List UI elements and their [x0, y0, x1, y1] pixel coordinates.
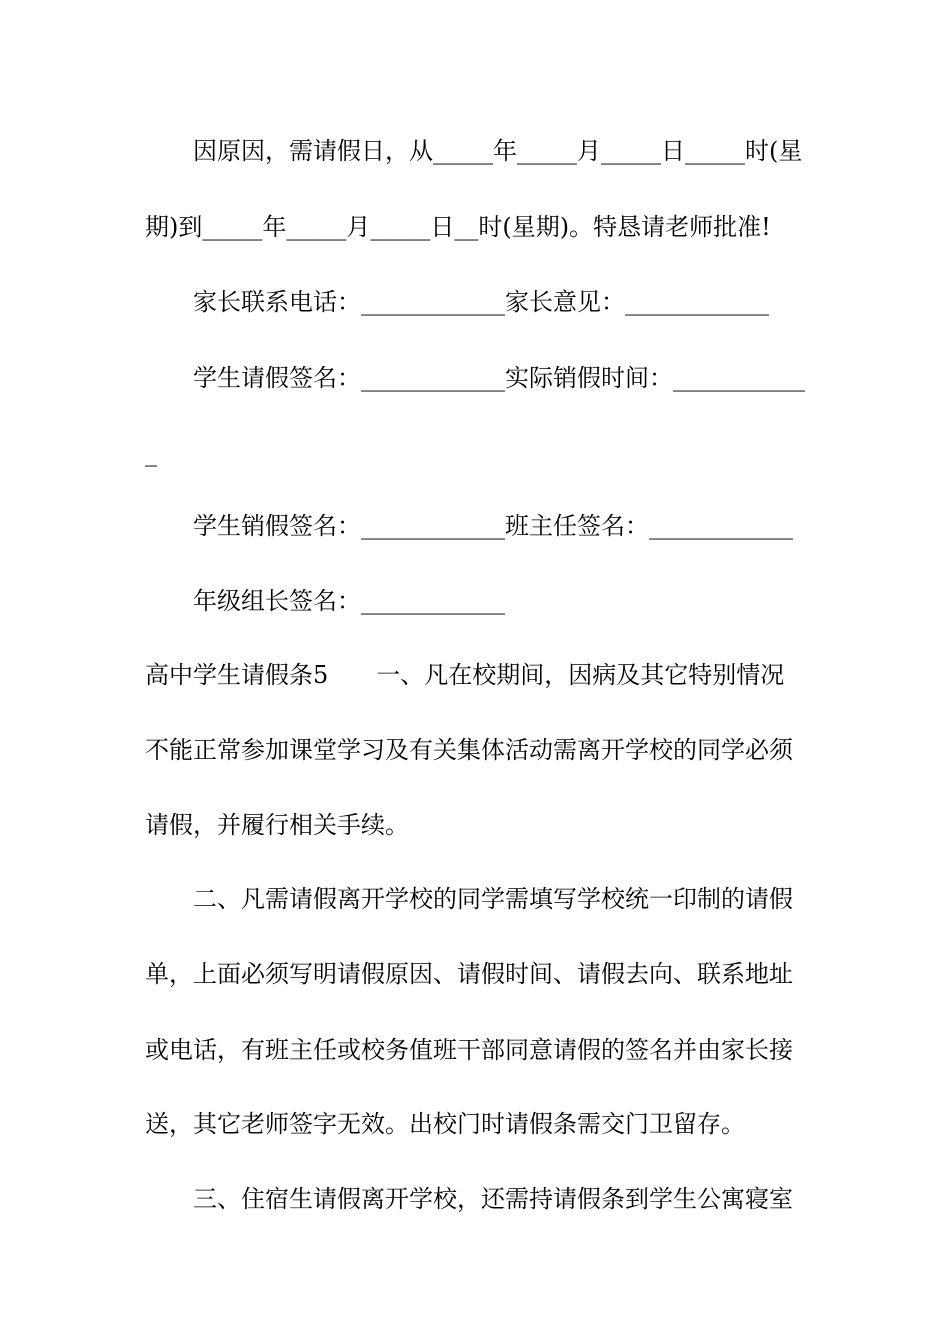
text-line: 学生请假签名：____________实际销假时间：___________ — [193, 364, 805, 392]
text-line: 年级组长签名：____________ — [193, 587, 505, 615]
text-line: 单，上面必须写明请假原因、请假时间、请假去向、联系地址 — [145, 960, 793, 988]
text-line: 因原因，需请假日，从_____年_____月_____日_____时(星 — [193, 137, 803, 165]
text-line: 送，其它老师签字无效。出校门时请假条需交门卫留存。 — [145, 1110, 745, 1138]
text-line: 学生销假签名：____________班主任签名：____________ — [193, 512, 793, 540]
text-line: 家长联系电话：____________家长意见：____________ — [193, 288, 769, 316]
text-line: 二、凡需请假离开学校的同学需填写学校统一印制的请假 — [193, 885, 793, 913]
text-line: 三、住宿生请假离开学校，还需持请假条到学生公寓寝室 — [193, 1185, 793, 1213]
text-line: _ — [145, 439, 157, 467]
section-heading-line: 高中学生请假条5 一、凡在校期间，因病及其它特别情况 — [145, 661, 785, 689]
text-line: 期)到_____年_____月_____日__时(星期)。特恳请老师批准! — [145, 213, 771, 241]
text-line: 或电话，有班主任或校务值班干部同意请假的签名并由家长接 — [145, 1036, 793, 1064]
text-line: 不能正常参加课堂学习及有关集体活动需离开学校的同学必须 — [145, 736, 793, 764]
text-line: 请假，并履行相关手续。 — [145, 811, 409, 839]
